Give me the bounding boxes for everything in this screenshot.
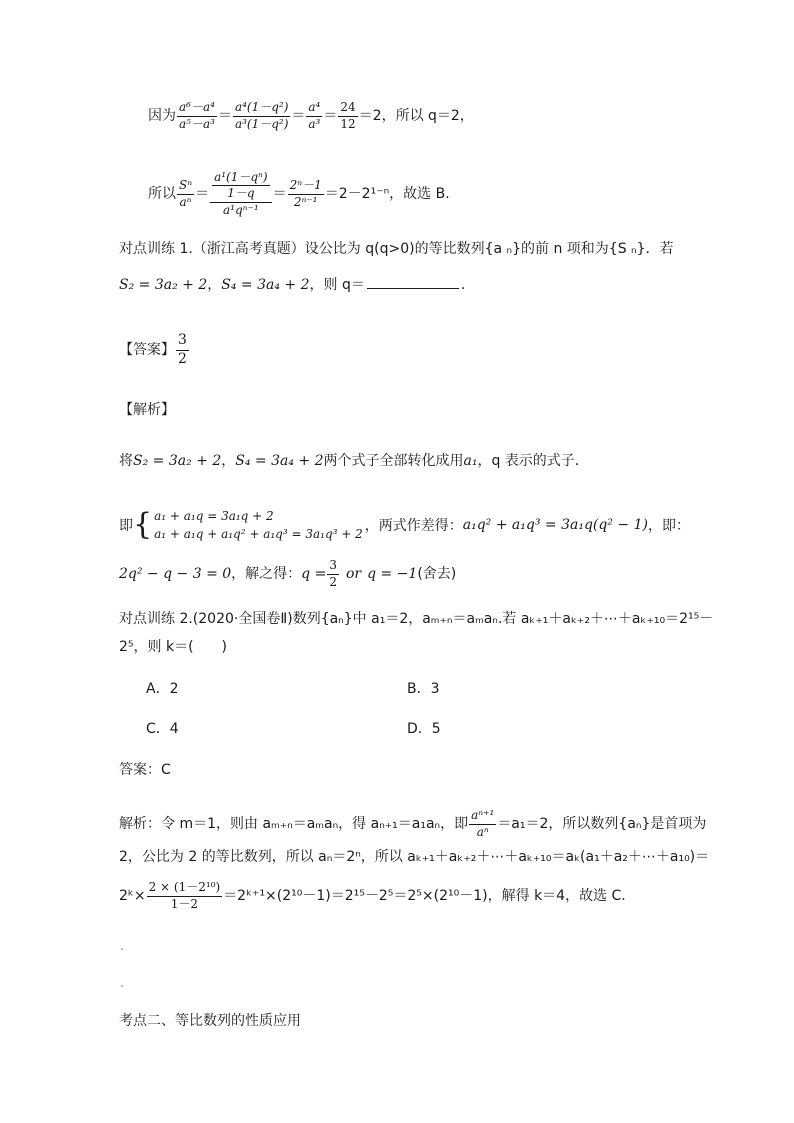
answer-1 <box>119 328 190 372</box>
text: ，q 表示的式子． <box>477 453 589 469</box>
question: ，则 q＝ <box>309 277 365 293</box>
equation: 2q² − q − 3 = 0 <box>119 566 232 582</box>
solution-line-b: 2，公比为 2 的等比数列，所以 aₙ＝2ⁿ，所以 aₖ₊₁＋aₖ₊₂＋⋯＋aₖ₊₁₀＝aₖ(a₁＋a₂＋⋯＋a₁₀)＝ <box>119 849 710 865</box>
solution-line-2: 所以 $\frac{\text{Sⁿ}}{\text{aⁿ}}$ ＝ $\frac{\frac{\text{a¹(1－qⁿ)}}{1-q}}{\text{a¹qⁿ⁻¹}}$ ＝ $\frac{\text{2ⁿ－1}}{\text{2ⁿ⁻¹}}$ ＝2－2¹⁻ⁿ，故选 B. <box>148 170 450 217</box>
root-2: q = −1 <box>367 566 418 582</box>
text-tail: ＝2－2¹⁻ⁿ，故选 B. <box>324 186 450 202</box>
option-b: B．3 <box>407 681 440 697</box>
text-tail: ＝2，所以 q＝2， <box>358 108 474 124</box>
text: ＝a₁＝2，所以数列{aₙ}是首项为 <box>497 816 707 832</box>
equation: S₂ = 3a₂ + 2 <box>133 453 222 469</box>
text: 即 <box>119 518 133 534</box>
exercise-2-line-1: 对点训练 2.(2020·全国卷Ⅱ)数列{aₙ}中 a₁＝2，aₘ₊ₙ＝aₘaₙ.若 aₖ₊₁＋aₖ₊₂＋⋯＋aₖ₊₁₀＝2¹⁵－ <box>119 611 714 627</box>
analysis-line-3 <box>119 554 456 594</box>
period: ． <box>460 277 475 293</box>
fraction: $\frac{\text{a⁶－a⁴}}{\text{a⁵－a³}}$ <box>179 100 215 131</box>
solution-line-1: 因为 $\frac{\text{a⁶－a⁴}}{\text{a⁵－a³}}$ ＝ $\frac{\text{a⁴(1－q²)}}{\text{a³(1－q²)}}$ ＝ $\frac{\text{a⁴}}{\text{a³}}$ ＝ $\frac{24}{12}$ ＝2，所以 q＝2， <box>148 100 474 131</box>
equation: a₁q² + a₁q³ = 3a₁q(q² − 1) <box>462 517 648 533</box>
text-prefix: 因为 <box>148 108 176 124</box>
solution-line-c <box>119 876 626 916</box>
faint-mark <box>121 985 123 987</box>
fraction: $\frac{\text{a⁴(1－q²)}}{\text{a³(1－q²)}}$ <box>234 100 289 131</box>
analysis-line-2 <box>119 500 690 550</box>
fraction: $\frac{\text{aⁿ⁺¹}}{\text{aⁿ}}$ <box>471 808 495 839</box>
exercise-1-conditions <box>119 272 475 298</box>
text: 解析：令 m＝1，则由 aₘ₊ₙ＝aₘaₙ，得 aₙ₊₁＝a₁aₙ，即 <box>119 816 469 832</box>
condition-2: S₄ = 3a₄ + 2 <box>221 277 310 293</box>
or-text: or <box>345 566 362 582</box>
equation-system: a₁ + a₁q = 3a₁q + 2 a₁ + a₁q + a₁q² + a₁q³ = 3a₁q³ + 2 <box>154 509 363 541</box>
text: ＝2ᵏ⁺¹×(2¹⁰－1)＝2¹⁵－2⁵＝2⁵×(2¹⁰－1)，解得 k＝4，故选 C. <box>223 888 626 904</box>
fraction: $\frac{\text{2ⁿ－1}}{\text{2ⁿ⁻¹}}$ <box>289 178 322 209</box>
faint-mark <box>121 948 123 950</box>
fraction: $\frac{24}{12}$ <box>340 100 356 131</box>
exercise-2-line-2: 2⁵，则 k＝( ) <box>119 639 228 655</box>
answer-label: 【答案】 <box>119 342 175 358</box>
note: (舍去) <box>417 566 457 582</box>
fraction: $\frac{\text{2 × (1－2¹⁰)}}{1-2}$ <box>148 880 221 911</box>
analysis-line-1 <box>119 448 589 474</box>
text: ，即： <box>647 518 690 534</box>
equation: S₄ = 3a₄ + 2 <box>235 453 324 469</box>
answer-2: 答案：C <box>119 762 171 778</box>
text: ，解之得： <box>231 566 302 582</box>
option-c: C．4 <box>146 721 179 737</box>
analysis-label: 【解析】 <box>119 402 175 418</box>
text: 两个式子全部转化成用 <box>323 453 464 469</box>
root-fraction: $\frac{3}{2}$ <box>329 558 337 589</box>
text: ， <box>221 453 236 469</box>
text-prefix: 所以 <box>148 186 176 202</box>
separator: ， <box>207 277 222 293</box>
solution-line-a <box>119 804 706 844</box>
root-label: q = <box>301 566 327 582</box>
condition-1: S₂ = 3a₂ + 2 <box>119 277 208 293</box>
left-brace: { <box>133 507 153 542</box>
compound-fraction: $\frac{\frac{\text{a¹(1－qⁿ)}}{1-q}}{\text{a¹qⁿ⁻¹}}$ <box>210 171 272 217</box>
text: ，两式作差得： <box>364 518 463 534</box>
text: 将 <box>119 453 133 469</box>
exercise-1-text: 对点训练 1.（浙江高考真题）设公比为 q(q>0)的等比数列{a ₙ}的前 n 项和为{S ₙ}．若 <box>119 241 674 257</box>
fraction: $\frac{\text{Sⁿ}}{\text{aⁿ}}$ <box>179 178 193 209</box>
option-a: A．2 <box>146 681 179 697</box>
answer-blank <box>367 276 459 289</box>
variable: a₁ <box>463 453 478 469</box>
answer-fraction: $\frac{3}{2}$ <box>178 332 187 367</box>
text: 2ᵏ× <box>119 888 146 904</box>
section-title: 考点二、等比数列的性质应用 <box>119 1013 301 1029</box>
fraction: $\frac{\text{a⁴}}{\text{a³}}$ <box>308 100 321 131</box>
option-d: D．5 <box>407 721 441 737</box>
